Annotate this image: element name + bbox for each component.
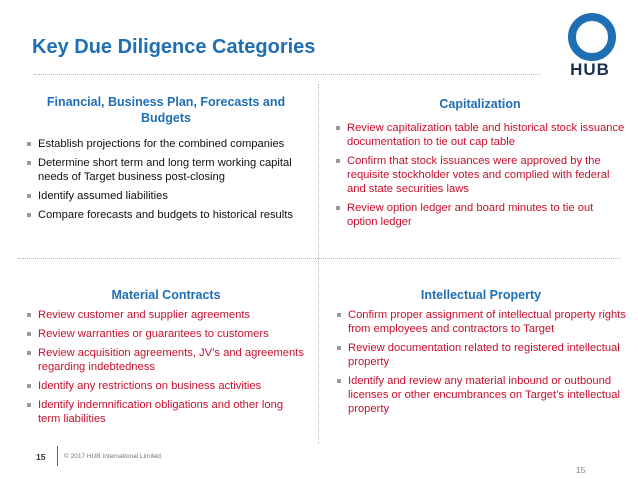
list-item: Confirm proper assignment of intellectual property rights from employees and contractors to Target — [336, 308, 626, 336]
slide-number: 15 — [36, 452, 46, 462]
hub-logo — [560, 10, 624, 80]
list-item: Identify any restrictions on business activities — [26, 379, 306, 393]
list-item: Review warranties or guarantees to customers — [26, 327, 306, 341]
list-item: Review capitalization table and historical stock issuance documentation to tie out cap table — [335, 121, 625, 149]
footer-divider — [57, 446, 58, 466]
quadrant-capitalization — [335, 96, 625, 234]
quadrant-heading: Intellectual Property — [420, 288, 542, 302]
copyright-text: © 2017 HUB International Limited. — [64, 453, 163, 460]
bullet-list — [26, 137, 306, 222]
list-item: Confirm that stock issuances were approved by the requisite stockholder votes and complied with federal and state securities laws — [335, 154, 625, 196]
page-number: 15 — [576, 465, 586, 475]
horizontal-divider — [18, 258, 620, 259]
page-title: Key Due Diligence Categories — [32, 36, 316, 58]
quadrant-financial — [26, 94, 306, 227]
vertical-divider — [318, 84, 319, 444]
list-item: Review documentation related to registered intellectual property — [336, 341, 626, 369]
title-divider — [34, 74, 540, 75]
list-item: Establish projections for the combined companies — [26, 137, 306, 151]
list-item: Review customer and supplier agreements — [26, 308, 306, 322]
list-item: Identify indemnification obligations and other long term liabilities — [26, 398, 306, 426]
list-item: Identify and review any material inbound or outbound licenses or other encumbrances on Target’s intellectual property — [336, 374, 626, 416]
quadrant-heading: Capitalization — [439, 97, 521, 111]
list-item: Review acquisition agreements, JV’s and agreements regarding indebtedness — [26, 346, 306, 374]
quadrant-heading: Financial, Business Plan, Forecasts and Budgets — [46, 95, 286, 125]
quadrant-material-contracts — [26, 287, 306, 431]
hub-ring-icon — [568, 13, 616, 61]
bullet-list — [26, 308, 306, 426]
list-item: Determine short term and long term working capital needs of Target business post-closing — [26, 156, 306, 184]
hub-logo-text: HUB — [570, 60, 610, 79]
quadrant-heading: Material Contracts — [111, 288, 221, 302]
quadrant-intellectual-property — [336, 287, 626, 421]
list-item: Compare forecasts and budgets to historical results — [26, 208, 306, 222]
list-item: Identify assumed liabilities — [26, 189, 306, 203]
bullet-list — [336, 308, 626, 416]
list-item: Review option ledger and board minutes to tie out option ledger — [335, 201, 625, 229]
bullet-list — [335, 121, 625, 229]
